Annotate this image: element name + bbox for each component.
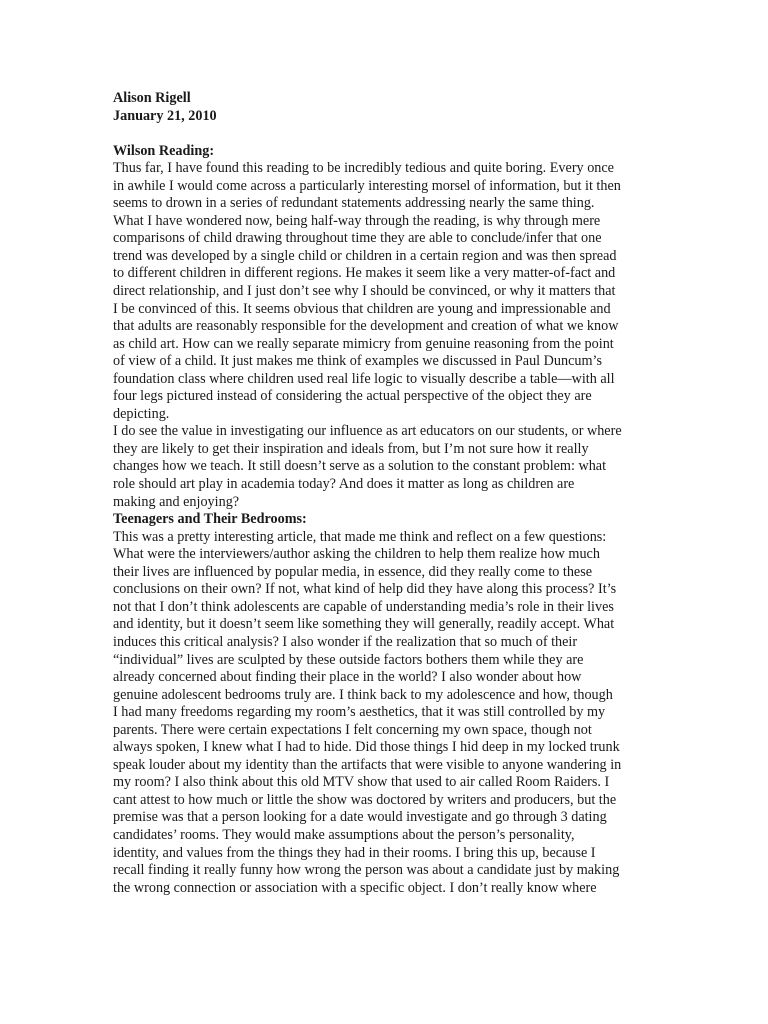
section	[113, 511, 653, 897]
text-line: my room? I also think about this old MTV show that used to air called Room Raiders. I	[113, 774, 610, 791]
text-line: Thus far, I have found this reading to be incredibly tedious and quite boring. Every once	[113, 160, 614, 177]
text-line: conclusions on their own? If not, what kind of help did they have along this process? It’s	[113, 581, 617, 598]
text-line: recall finding it really funny how wrong the person was about a candidate just by making	[113, 862, 620, 879]
text-line: cant attest to how much or little the show was doctored by writers and producers, but the	[113, 791, 617, 808]
text-line: four legs pictured instead of considering the actual perspective of the object they are	[113, 388, 592, 405]
author-name: Alison Rigell	[113, 90, 191, 106]
spacer	[113, 125, 653, 143]
paragraph	[113, 423, 653, 511]
text-line: What I have wondered now, being half-way through the reading, is why through mere	[113, 212, 601, 229]
paragraph	[113, 160, 653, 423]
text-line: speak louder about my identity than the artifacts that were visible to anyone wandering in	[113, 756, 622, 773]
text-line: making and enjoying?	[113, 493, 240, 510]
sections	[113, 143, 653, 898]
text-line: direct relationship, and I just don’t see why I should be convinced, or why it matters that	[113, 283, 616, 300]
text-line: always spoken, I knew what I had to hide. Did those things I hid deep in my locked trunk	[113, 739, 620, 756]
text-line: role should art play in academia today? And does it matter as long as children are	[113, 476, 575, 493]
text-line: genuine adolescent bedrooms truly are. I think back to my adolescence and how, though	[113, 686, 613, 703]
text-line: parents. There were certain expectations I felt concerning my own space, though not	[113, 721, 592, 738]
text-line: I had many freedoms regarding my room’s aesthetics, that it was still controlled by my	[113, 704, 606, 721]
text-line: premise was that a person looking for a date would investigate and go through 3 dating	[113, 809, 607, 826]
text-line: “individual” lives are sculpted by these outside factors bothers them while they are	[113, 651, 584, 668]
text-line: changes how we teach. It still doesn’t serve as a solution to the constant problem: what	[113, 458, 607, 475]
text-line: that adults are reasonably responsible for the development and creation of what we know	[113, 318, 619, 335]
text-line: their lives are influenced by popular media, in essence, did they really come to these	[113, 563, 593, 580]
text-line: depicting.	[113, 405, 170, 422]
text-line: not that I don’t think adolescents are capable of understanding media’s role in their lives	[113, 598, 614, 615]
text-line: in awhile I would come across a particularly interesting morsel of information, but it then	[113, 177, 621, 194]
text-line: induces this critical analysis? I also wonder if the realization that so much of their	[113, 633, 578, 650]
text-line: they are likely to get their inspiration and ideals from, but I’m not sure how it really	[113, 440, 589, 457]
text-line: candidates’ rooms. They would make assumptions about the person’s personality,	[113, 826, 575, 843]
text-line: foundation class where children used real life logic to visually describe a table—with all	[113, 370, 615, 387]
text-line: identity, and values from the things they had in their rooms. I bring this up, because I	[113, 844, 596, 861]
text-line: I be convinced of this. It seems obvious that children are young and impressionable and	[113, 300, 611, 317]
text-line: I do see the value in investigating our influence as art educators on our students, or where	[113, 423, 622, 440]
paragraph	[113, 529, 653, 897]
text-line: trend was developed by a single child or children in a certain region and was then spread	[113, 247, 617, 264]
document-date: January 21, 2010	[113, 107, 217, 124]
text-line: This was a pretty interesting article, that made me think and reflect on a few questions:	[113, 528, 607, 545]
section	[113, 143, 653, 511]
text-line: and identity, but it doesn’t seem like something they will generally, readily accept. What	[113, 616, 615, 633]
document-body	[113, 90, 653, 897]
text-line: already concerned about finding their place in the world? I also wonder about how	[113, 669, 582, 686]
section-heading: Wilson Reading:	[113, 142, 215, 159]
text-line: seems to drown in a series of redundant statements addressing nearly the same thing.	[113, 195, 595, 212]
text-line: of view of a child. It just makes me think of examples we discussed in Paul Duncum’s	[113, 353, 602, 370]
text-line: the wrong connection or association with a specific object. I don’t really know where	[113, 879, 597, 896]
text-line: as child art. How can we really separate mimicry from genuine reasoning from the point	[113, 335, 614, 352]
section-heading: Teenagers and Their Bedrooms:	[113, 511, 307, 528]
text-line: comparisons of child drawing throughout time they are able to conclude/infer that one	[113, 230, 602, 247]
text-line: to different children in different regions. He makes it seem like a very matter-of-fact and	[113, 265, 616, 282]
text-line: What were the interviewers/author asking the children to help them realize how much	[113, 546, 600, 563]
